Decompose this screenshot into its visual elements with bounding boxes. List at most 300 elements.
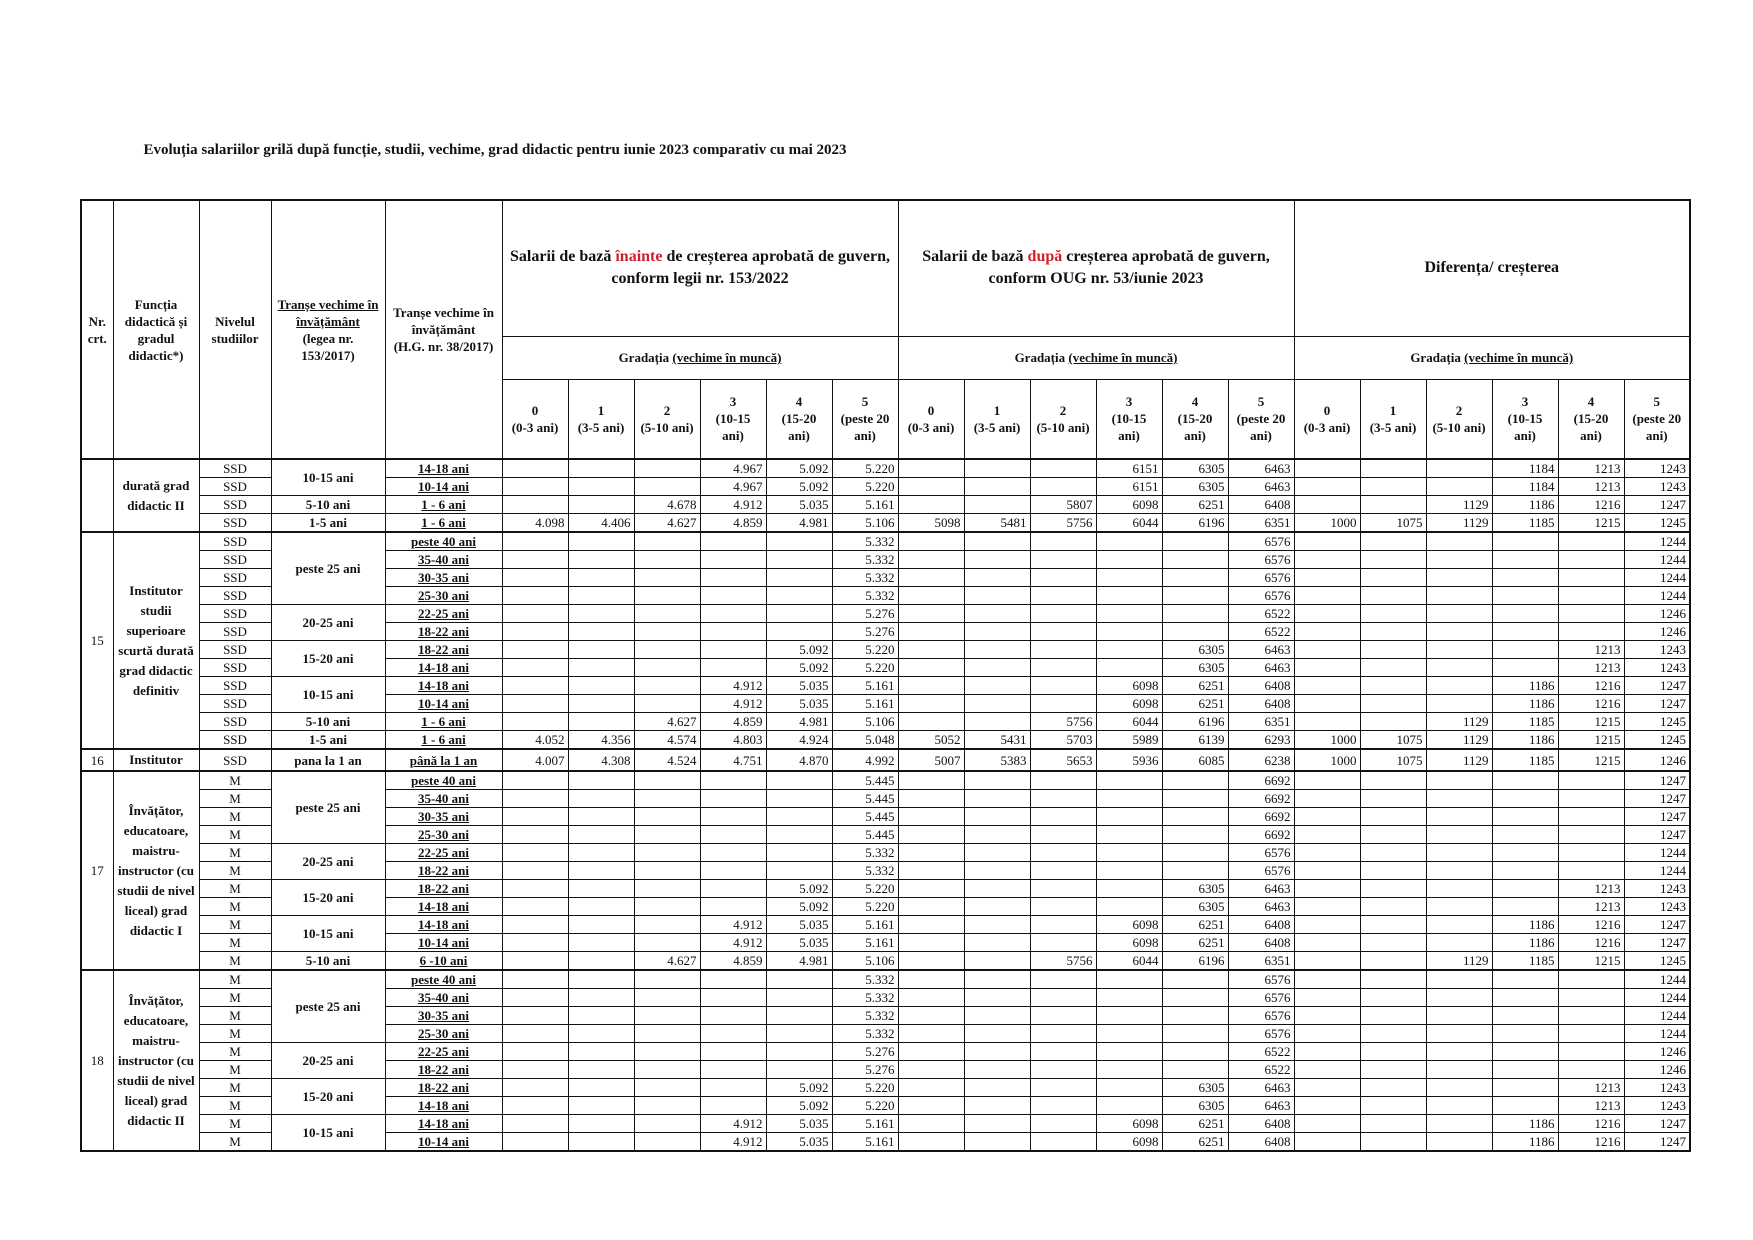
salary-diff-cell	[1294, 880, 1360, 898]
salary-after-cell	[1096, 880, 1162, 898]
salary-after-cell: 6576	[1228, 587, 1294, 605]
salary-after-cell	[1096, 808, 1162, 826]
salary-diff-cell	[1294, 790, 1360, 808]
salary-after-cell	[898, 880, 964, 898]
salary-diff-cell: 1215	[1558, 713, 1624, 731]
salary-diff-cell	[1360, 808, 1426, 826]
tranche-hg: 10-14 ani	[385, 1133, 502, 1152]
salary-before-cell: 4.098	[502, 514, 568, 533]
salary-diff-cell	[1492, 898, 1558, 916]
salary-diff-cell	[1558, 551, 1624, 569]
salary-after-cell	[1096, 641, 1162, 659]
salary-after-cell	[1030, 934, 1096, 952]
salary-diff-cell	[1294, 587, 1360, 605]
salary-diff-cell	[1426, 1007, 1492, 1025]
salary-after-cell	[898, 790, 964, 808]
salary-after-cell	[1030, 844, 1096, 862]
salary-before-cell: 5.220	[832, 659, 898, 677]
salary-before-cell	[502, 1115, 568, 1133]
salary-after-cell	[1096, 1061, 1162, 1079]
salary-after-cell	[1096, 587, 1162, 605]
salary-diff-cell	[1558, 808, 1624, 826]
salary-before-cell: 4.912	[700, 695, 766, 713]
salary-diff-cell: 1215	[1558, 749, 1624, 771]
salary-before-cell: 5.445	[832, 826, 898, 844]
salary-after-cell	[898, 898, 964, 916]
tranche-hg: 25-30 ani	[385, 826, 502, 844]
grade-number: 5	[1257, 394, 1265, 410]
salary-diff-cell: 1244	[1624, 1025, 1690, 1043]
salary-diff-cell	[1294, 623, 1360, 641]
salary-before-cell	[634, 880, 700, 898]
gradatia-underlined: (vechime în muncă)	[1068, 350, 1178, 365]
tranche-hg: 1 - 6 ani	[385, 514, 502, 533]
salary-diff-cell	[1492, 989, 1558, 1007]
table-row	[81, 916, 1690, 934]
grade-range: (0-3 ani)	[1303, 419, 1351, 435]
salary-diff-cell: 1075	[1360, 749, 1426, 771]
salary-before-cell	[502, 641, 568, 659]
salary-after-cell	[964, 551, 1030, 569]
table-row	[81, 496, 1690, 514]
salary-after-cell	[1030, 587, 1096, 605]
tranche-hg: până la 1 an	[385, 749, 502, 771]
salary-diff-cell: 1247	[1624, 808, 1690, 826]
salary-before-cell	[568, 459, 634, 478]
salary-before-cell	[502, 695, 568, 713]
salary-before-cell	[634, 1061, 700, 1079]
study-level: SSD	[199, 677, 271, 695]
salary-after-cell: 6576	[1228, 989, 1294, 1007]
salary-before-cell: 5.106	[832, 514, 898, 533]
salary-after-cell	[1096, 862, 1162, 880]
salary-after-cell	[1030, 623, 1096, 641]
row-number: 15	[81, 532, 113, 749]
salary-diff-cell: 1244	[1624, 569, 1690, 587]
gradatia-label: Gradația	[618, 350, 670, 365]
salary-diff-cell: 1184	[1492, 459, 1558, 478]
table-row	[81, 514, 1690, 533]
salary-diff-cell: 1129	[1426, 496, 1492, 514]
salary-before-cell	[700, 1007, 766, 1025]
salary-before-cell: 5.035	[766, 677, 832, 695]
salary-after-cell: 6293	[1228, 731, 1294, 750]
salary-diff-cell: 1000	[1294, 749, 1360, 771]
salary-before-cell	[634, 532, 700, 551]
salary-diff-cell	[1492, 771, 1558, 790]
study-level: SSD	[199, 514, 271, 533]
salary-after-cell	[964, 1115, 1030, 1133]
salary-diff-cell	[1558, 623, 1624, 641]
tranche-law: peste 25 ani	[271, 532, 385, 605]
grade-column-header	[1558, 379, 1624, 459]
salary-after-cell	[1096, 605, 1162, 623]
salary-diff-cell	[1294, 934, 1360, 952]
salary-diff-cell: 1244	[1624, 989, 1690, 1007]
tranche-law: 10-15 ani	[271, 1115, 385, 1152]
salary-diff-cell	[1492, 1007, 1558, 1025]
salary-before-cell	[568, 1133, 634, 1152]
salary-after-cell: 6463	[1228, 1079, 1294, 1097]
salary-after-cell: 6305	[1162, 659, 1228, 677]
grade-number: 3	[1125, 394, 1133, 410]
salary-diff-cell: 1129	[1426, 749, 1492, 771]
salary-before-cell: 5.276	[832, 623, 898, 641]
document-title: Evoluția salariilor grilă după funcție, studii, vechime, grad didactic pentru iunie 2023 comparativ cu mai 2023	[143, 142, 847, 158]
salary-after-cell	[964, 1007, 1030, 1025]
tranche-law: 1-5 ani	[271, 514, 385, 533]
salary-diff-cell	[1492, 569, 1558, 587]
study-level: M	[199, 989, 271, 1007]
salary-before-cell	[568, 496, 634, 514]
salary-diff-cell: 1247	[1624, 1133, 1690, 1152]
salary-before-cell: 4.967	[700, 459, 766, 478]
salary-diff-cell	[1558, 989, 1624, 1007]
tranche-hg: 30-35 ani	[385, 808, 502, 826]
salary-before-cell	[568, 970, 634, 989]
salary-before-cell	[634, 459, 700, 478]
salary-diff-cell	[1360, 623, 1426, 641]
salary-after-cell	[1162, 790, 1228, 808]
salary-diff-cell: 1247	[1624, 496, 1690, 514]
salary-before-cell	[634, 478, 700, 496]
salary-after-cell	[1030, 862, 1096, 880]
grade-column-header	[568, 379, 634, 459]
tranche-law: pana la 1 an	[271, 749, 385, 771]
salary-after-cell	[964, 695, 1030, 713]
salary-after-cell: 6692	[1228, 808, 1294, 826]
salary-diff-cell	[1426, 1115, 1492, 1133]
salary-before-cell	[568, 605, 634, 623]
salary-before-cell: 4.981	[766, 514, 832, 533]
salary-before-cell	[568, 790, 634, 808]
study-level: SSD	[199, 478, 271, 496]
salary-before-cell: 5.220	[832, 1079, 898, 1097]
salary-diff-cell	[1294, 459, 1360, 478]
salary-after-cell: 6463	[1228, 459, 1294, 478]
salary-before-cell	[568, 844, 634, 862]
salary-before-cell	[700, 771, 766, 790]
after-text-b: creșterea aprobată de guvern, conform OUG nr. 53/iunie 2023	[988, 248, 1270, 288]
salary-after-cell	[898, 641, 964, 659]
salary-after-cell	[964, 1043, 1030, 1061]
salary-before-cell	[700, 1079, 766, 1097]
tranche-hg: 14-18 ani	[385, 459, 502, 478]
salary-diff-cell	[1360, 496, 1426, 514]
salary-diff-cell	[1426, 695, 1492, 713]
gradatia-header	[1294, 336, 1690, 379]
salary-before-cell	[502, 1061, 568, 1079]
salary-after-cell	[964, 898, 1030, 916]
salary-after-cell	[964, 677, 1030, 695]
salary-diff-cell: 1244	[1624, 532, 1690, 551]
salary-before-cell: 5.106	[832, 713, 898, 731]
salary-after-cell: 6692	[1228, 771, 1294, 790]
salary-after-cell: 6408	[1228, 677, 1294, 695]
salary-after-cell	[964, 532, 1030, 551]
salary-after-cell: 5989	[1096, 731, 1162, 750]
salary-diff-cell	[1426, 1133, 1492, 1152]
salary-diff-cell	[1492, 623, 1558, 641]
salary-before-cell	[502, 826, 568, 844]
salary-after-cell	[964, 605, 1030, 623]
salary-after-cell: 6408	[1228, 916, 1294, 934]
grade-number: 3	[1521, 394, 1529, 410]
salary-diff-cell: 1216	[1558, 496, 1624, 514]
salary-before-cell	[502, 1079, 568, 1097]
salary-diff-cell	[1426, 532, 1492, 551]
salary-after-cell: 5756	[1030, 713, 1096, 731]
salary-before-cell: 4.992	[832, 749, 898, 771]
grade-range: (10-15 ani)	[1507, 411, 1543, 444]
salary-diff-cell	[1294, 1097, 1360, 1115]
salary-before-cell	[502, 898, 568, 916]
salary-diff-cell: 1243	[1624, 880, 1690, 898]
salary-before-cell: 5.161	[832, 677, 898, 695]
salary-before-cell: 5.092	[766, 478, 832, 496]
salary-before-cell: 5.092	[766, 659, 832, 677]
salary-before-cell	[700, 641, 766, 659]
salary-before-cell: 4.912	[700, 496, 766, 514]
salary-after-cell: 6463	[1228, 1097, 1294, 1115]
salary-before-cell: 5.220	[832, 459, 898, 478]
tranche-hg: 14-18 ani	[385, 916, 502, 934]
salary-before-cell: 5.161	[832, 1115, 898, 1133]
salary-diff-cell	[1360, 952, 1426, 971]
salary-diff-cell: 1186	[1492, 916, 1558, 934]
grade-range: (15-20 ani)	[781, 411, 817, 444]
salary-before-cell	[568, 771, 634, 790]
salary-after-cell	[1096, 1007, 1162, 1025]
salary-diff-cell	[1294, 478, 1360, 496]
salary-before-cell: 4.007	[502, 749, 568, 771]
salary-after-cell	[1096, 1043, 1162, 1061]
grade-range: (5-10 ani)	[1432, 419, 1486, 435]
salary-after-cell	[1162, 623, 1228, 641]
tranche-hg: 14-18 ani	[385, 898, 502, 916]
header-before	[502, 200, 898, 336]
salary-before-cell	[634, 569, 700, 587]
table-row	[81, 677, 1690, 695]
salary-before-cell	[568, 989, 634, 1007]
salary-before-cell	[700, 532, 766, 551]
salary-after-cell	[898, 1061, 964, 1079]
table-row	[81, 1115, 1690, 1133]
salary-diff-cell: 1213	[1558, 898, 1624, 916]
salary-after-cell: 6098	[1096, 1133, 1162, 1152]
study-level: M	[199, 862, 271, 880]
salary-diff-cell: 1213	[1558, 641, 1624, 659]
study-level: M	[199, 916, 271, 934]
salary-after-cell	[898, 970, 964, 989]
salary-before-cell	[502, 934, 568, 952]
salary-after-cell	[898, 478, 964, 496]
salary-before-cell	[634, 551, 700, 569]
salary-before-cell	[766, 1061, 832, 1079]
study-level: M	[199, 952, 271, 971]
tranche-hg: 18-22 ani	[385, 1079, 502, 1097]
salary-diff-cell	[1360, 551, 1426, 569]
salary-before-cell	[634, 641, 700, 659]
salary-after-cell	[1096, 623, 1162, 641]
tranche-law: peste 25 ani	[271, 771, 385, 844]
salary-after-cell	[1030, 695, 1096, 713]
grade-column-header	[898, 379, 964, 459]
salary-diff-cell: 1186	[1492, 1115, 1558, 1133]
salary-before-cell: 4.627	[634, 952, 700, 971]
study-level: M	[199, 844, 271, 862]
salary-after-cell	[898, 496, 964, 514]
salary-before-cell	[502, 551, 568, 569]
salary-diff-cell	[1294, 1061, 1360, 1079]
salary-before-cell: 5.092	[766, 1079, 832, 1097]
salary-before-cell	[634, 1115, 700, 1133]
salary-after-cell: 6576	[1228, 1025, 1294, 1043]
salary-diff-cell: 1186	[1492, 1133, 1558, 1152]
salary-after-cell: 6351	[1228, 713, 1294, 731]
salary-after-cell	[964, 989, 1030, 1007]
salary-after-cell	[1162, 1043, 1228, 1061]
grade-number: 2	[1455, 402, 1463, 418]
grade-range: (peste 20 ani)	[840, 411, 890, 444]
salary-after-cell: 5936	[1096, 749, 1162, 771]
salary-before-cell: 5.332	[832, 1025, 898, 1043]
salary-after-cell: 6576	[1228, 569, 1294, 587]
salary-after-cell	[898, 623, 964, 641]
tranche-hg: 14-18 ani	[385, 1115, 502, 1133]
table-row	[81, 641, 1690, 659]
salary-diff-cell: 1216	[1558, 1133, 1624, 1152]
salary-after-cell: 5653	[1030, 749, 1096, 771]
salary-after-cell	[1030, 478, 1096, 496]
salary-before-cell	[700, 587, 766, 605]
salary-diff-cell	[1294, 532, 1360, 551]
salary-diff-cell: 1075	[1360, 731, 1426, 750]
salary-diff-cell	[1294, 862, 1360, 880]
salary-diff-cell	[1426, 1043, 1492, 1061]
salary-after-cell: 6463	[1228, 659, 1294, 677]
salary-diff-cell	[1426, 862, 1492, 880]
salary-before-cell	[766, 808, 832, 826]
grade-range: (5-10 ani)	[1036, 419, 1090, 435]
salary-before-cell	[502, 808, 568, 826]
salary-diff-cell	[1426, 808, 1492, 826]
grade-column-header	[700, 379, 766, 459]
salary-after-cell: 6251	[1162, 934, 1228, 952]
salary-after-cell	[898, 862, 964, 880]
salary-after-cell: 6305	[1162, 898, 1228, 916]
salary-after-cell: 6251	[1162, 677, 1228, 695]
salary-diff-cell	[1492, 862, 1558, 880]
salary-after-cell	[898, 605, 964, 623]
grade-column-header	[1294, 379, 1360, 459]
salary-diff-cell	[1360, 587, 1426, 605]
salary-before-cell	[766, 623, 832, 641]
salary-diff-cell: 1129	[1426, 731, 1492, 750]
salary-before-cell	[700, 898, 766, 916]
salary-diff-cell	[1426, 623, 1492, 641]
salary-after-cell	[898, 1079, 964, 1097]
study-level: M	[199, 771, 271, 790]
salary-before-cell	[502, 771, 568, 790]
salary-after-cell	[1162, 826, 1228, 844]
grade-number: 2	[1059, 402, 1067, 418]
salary-diff-cell	[1426, 569, 1492, 587]
grade-number: 1	[993, 402, 1001, 418]
tranche-hg: 1 - 6 ani	[385, 731, 502, 750]
salary-after-cell	[898, 713, 964, 731]
salary-before-cell: 5.220	[832, 898, 898, 916]
salary-diff-cell: 1186	[1492, 934, 1558, 952]
salary-before-cell: 5.445	[832, 808, 898, 826]
salary-before-cell	[634, 862, 700, 880]
salary-diff-cell: 1247	[1624, 695, 1690, 713]
table-row	[81, 844, 1690, 862]
tranche-hg: 22-25 ani	[385, 1043, 502, 1061]
salary-diff-cell	[1294, 808, 1360, 826]
salary-after-cell	[1030, 605, 1096, 623]
salary-before-cell	[766, 551, 832, 569]
salary-before-cell	[700, 808, 766, 826]
salary-before-cell: 5.092	[766, 641, 832, 659]
salary-diff-cell	[1558, 862, 1624, 880]
salary-after-cell	[964, 713, 1030, 731]
salary-after-cell	[898, 569, 964, 587]
salary-after-cell	[964, 808, 1030, 826]
salary-after-cell	[898, 551, 964, 569]
salary-after-cell: 6251	[1162, 1133, 1228, 1152]
salary-after-cell: 6251	[1162, 695, 1228, 713]
gradatia-underlined: (vechime în muncă)	[672, 350, 782, 365]
salary-after-cell	[964, 1061, 1030, 1079]
salary-diff-cell	[1294, 771, 1360, 790]
salary-after-cell	[1162, 1007, 1228, 1025]
salary-diff-cell	[1294, 569, 1360, 587]
salary-before-cell	[502, 1097, 568, 1115]
salary-diff-cell: 1246	[1624, 1043, 1690, 1061]
salary-after-cell	[964, 970, 1030, 989]
salary-diff-cell	[1492, 1079, 1558, 1097]
study-level: M	[199, 1025, 271, 1043]
salary-before-cell: 5.092	[766, 898, 832, 916]
salary-after-cell: 6151	[1096, 459, 1162, 478]
salary-after-cell: 6196	[1162, 713, 1228, 731]
salary-after-cell	[1030, 808, 1096, 826]
salary-after-cell: 6576	[1228, 970, 1294, 989]
salary-diff-cell: 1247	[1624, 790, 1690, 808]
salary-before-cell: 5.220	[832, 880, 898, 898]
salary-diff-cell: 1245	[1624, 731, 1690, 750]
salary-after-cell	[1030, 641, 1096, 659]
salary-before-cell	[568, 551, 634, 569]
salary-diff-cell	[1360, 862, 1426, 880]
salary-before-cell	[502, 677, 568, 695]
salary-diff-cell: 1000	[1294, 731, 1360, 750]
salary-before-cell	[700, 790, 766, 808]
salary-before-cell: 4.981	[766, 713, 832, 731]
salary-before-cell	[568, 808, 634, 826]
tranche-hg: 25-30 ani	[385, 587, 502, 605]
tranche-hg: 1 - 6 ani	[385, 713, 502, 731]
salary-diff-cell	[1558, 970, 1624, 989]
salary-diff-cell: 1244	[1624, 1007, 1690, 1025]
salary-after-cell	[1030, 459, 1096, 478]
salary-diff-cell	[1558, 844, 1624, 862]
table-row	[81, 749, 1690, 771]
salary-after-cell	[898, 771, 964, 790]
salary-before-cell: 4.870	[766, 749, 832, 771]
salary-diff-cell: 1247	[1624, 771, 1690, 790]
